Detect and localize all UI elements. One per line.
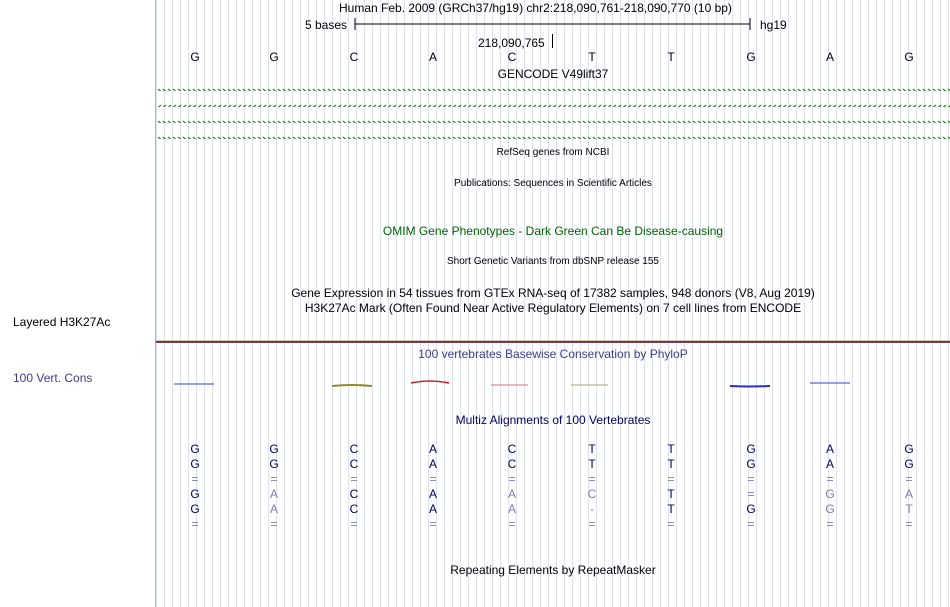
omim-track-title: OMIM Gene Phenotypes - Dark Green Can Be Disease-causing xyxy=(382,224,724,238)
alignment-base: = xyxy=(826,472,834,486)
scale-bases-text: 5 bases xyxy=(305,18,348,32)
publications-track-title: Publications: Sequences in Scientific Articles xyxy=(454,178,652,189)
base-letter: G xyxy=(904,50,914,64)
alignment-base: A xyxy=(428,502,437,516)
alignment-base: G xyxy=(746,457,756,471)
base-letter: G xyxy=(269,50,279,64)
multiz-track-title: Multiz Alignments of 100 Vertebrates xyxy=(455,413,651,427)
alignment-base: G xyxy=(825,502,835,516)
alignment-base: C xyxy=(349,457,359,471)
alignment-base: = xyxy=(905,472,913,486)
position-marker xyxy=(552,34,553,48)
alignment-base: C xyxy=(349,487,359,501)
alignment-base: = xyxy=(429,472,437,486)
alignment-base: = xyxy=(747,472,755,486)
base-letter: T xyxy=(588,50,596,64)
alignment-base: G xyxy=(190,487,200,501)
alignment-base: A xyxy=(825,457,834,471)
alignment-base: T xyxy=(667,487,675,501)
phylop-track-label[interactable]: 100 Vert. Cons xyxy=(13,371,93,385)
alignment-base: A xyxy=(428,487,437,501)
alignment-base: G xyxy=(904,457,914,471)
alignment-base: = xyxy=(588,472,596,486)
alignment-base: = xyxy=(667,472,675,486)
refseq-track-title: RefSeq genes from NCBI xyxy=(496,147,610,158)
alignment-base: C xyxy=(349,502,359,516)
gencode-transcript-4[interactable] xyxy=(156,132,950,139)
alignment-base: T xyxy=(667,502,675,516)
gencode-transcript-2[interactable] xyxy=(156,100,950,107)
track-labels-panel xyxy=(0,0,155,607)
h3k27ac-track-label[interactable]: Layered H3K27Ac xyxy=(13,315,111,329)
base-letter: A xyxy=(428,50,437,64)
alignment-base: T xyxy=(588,457,596,471)
alignment-base: G xyxy=(269,457,279,471)
alignment-base: = xyxy=(508,472,516,486)
alignment-base: = xyxy=(191,517,199,531)
alignment-base: = xyxy=(905,517,913,531)
alignment-base: A xyxy=(269,502,278,516)
alignment-base: G xyxy=(746,502,756,516)
alignment-base: = xyxy=(191,472,199,486)
alignment-base: G xyxy=(825,487,835,501)
alignment-base: = xyxy=(429,517,437,531)
alignment-base: = xyxy=(588,517,596,531)
alignment-base: = xyxy=(270,517,278,531)
alignment-base: A xyxy=(428,457,437,471)
gencode-track-title: GENCODE V49lift37 xyxy=(497,67,609,81)
alignment-base: G xyxy=(190,457,200,471)
alignment-base: G xyxy=(904,442,914,456)
alignment-base: A xyxy=(428,442,437,456)
alignment-base: G xyxy=(190,502,200,516)
alignment-base: C xyxy=(587,487,597,501)
alignment-base: T xyxy=(667,457,675,471)
base-letter: C xyxy=(349,50,359,64)
alignment-base: = xyxy=(350,517,358,531)
alignment-base: = xyxy=(826,517,834,531)
alignment-base: = xyxy=(270,472,278,486)
base-letter: A xyxy=(825,50,834,64)
alignment-base: A xyxy=(904,487,913,501)
alignment-base: = xyxy=(747,487,755,501)
alignment-base: T xyxy=(667,442,675,456)
assembly-position-text: Human Feb. 2009 (GRCh37/hg19) chr2:218,090,761-218,090,770 (10 bp) xyxy=(339,1,732,15)
alignment-base: T xyxy=(905,502,913,516)
base-letter: T xyxy=(667,50,675,64)
alignment-base: = xyxy=(667,517,675,531)
base-letter: G xyxy=(190,50,200,64)
phylop-signal xyxy=(156,372,950,394)
alignment-base: G xyxy=(190,442,200,456)
alignment-base: G xyxy=(746,442,756,456)
base-sequence-row xyxy=(156,50,950,64)
alignment-base: = xyxy=(350,472,358,486)
position-text: 218,090,765 xyxy=(478,36,545,50)
h3k27ac-band xyxy=(156,341,950,343)
h3k27ac-track-title: H3K27Ac Mark (Often Found Near Active Regulatory Elements) on 7 cell lines from ENCODE xyxy=(304,301,802,315)
browser-track-area[interactable] xyxy=(156,0,950,607)
dbsnp-track-title: Short Genetic Variants from dbSNP release 155 xyxy=(447,256,659,267)
alignment-base: C xyxy=(507,442,517,456)
alignment-base: - xyxy=(590,502,594,516)
alignment-base: = xyxy=(747,517,755,531)
alignment-base: A xyxy=(507,487,516,501)
alignment-base: A xyxy=(507,502,516,516)
alignment-base: A xyxy=(269,487,278,501)
gencode-transcript-3[interactable] xyxy=(156,116,950,123)
alignment-base: G xyxy=(269,442,279,456)
alignment-base: = xyxy=(508,517,516,531)
gtex-track-title: Gene Expression in 54 tissues from GTEx RNA-seq of 17382 samples, 948 donors (V8, Aug 2019) xyxy=(291,286,815,300)
base-letter: C xyxy=(507,50,517,64)
alignment-base: C xyxy=(507,457,517,471)
gencode-transcript-1[interactable] xyxy=(156,84,950,91)
scale-db-text: hg19 xyxy=(760,18,787,32)
alignment-base: A xyxy=(825,442,834,456)
scale-bar xyxy=(354,16,752,32)
phylop-track-title: 100 vertebrates Basewise Conservation by PhyloP xyxy=(418,347,688,361)
base-letter: G xyxy=(746,50,756,64)
alignment-base: C xyxy=(349,442,359,456)
alignment-base: T xyxy=(588,442,596,456)
repeatmasker-track-title: Repeating Elements by RepeatMasker xyxy=(450,563,656,577)
